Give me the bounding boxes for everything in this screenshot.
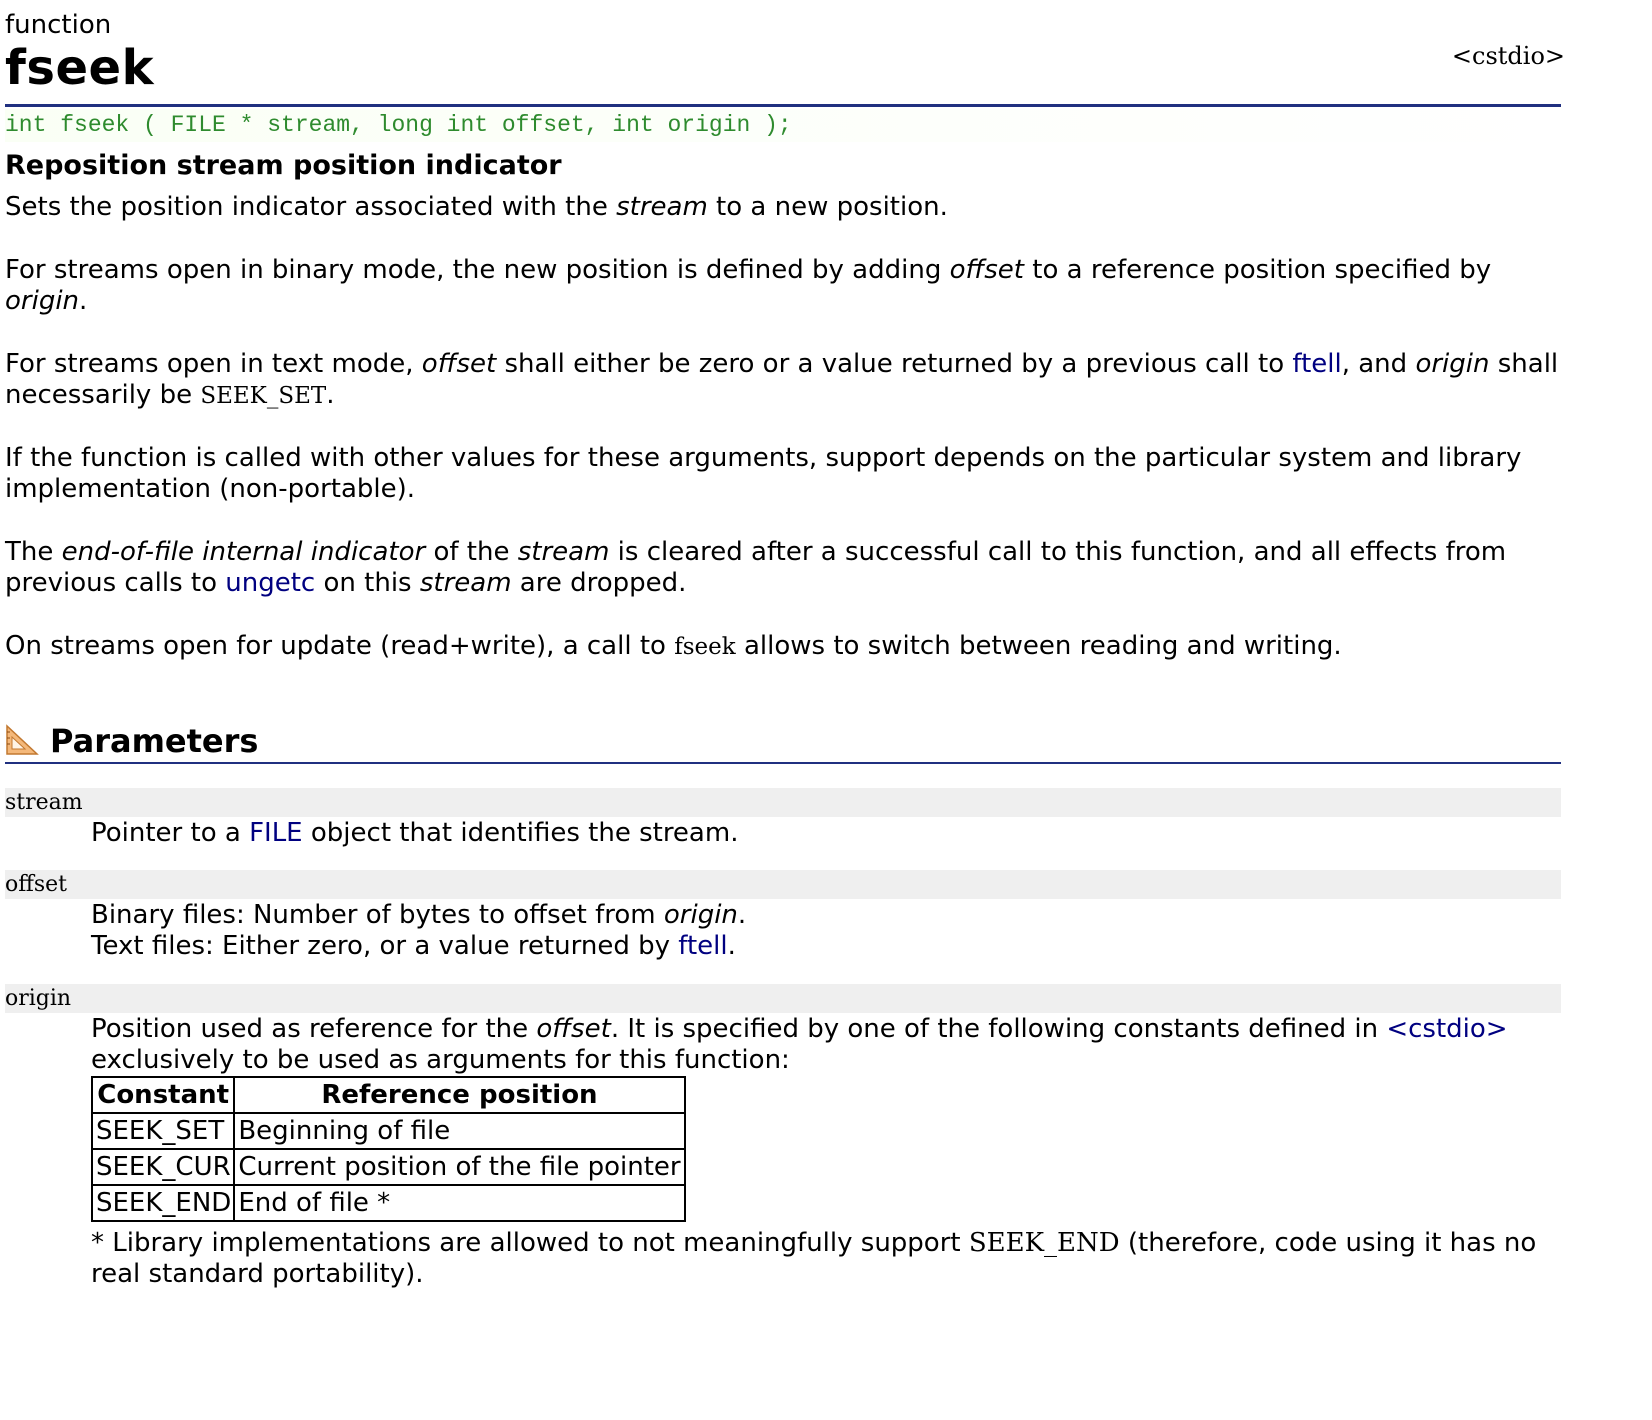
text-run: origin	[663, 900, 738, 930]
table-row	[92, 1185, 685, 1221]
text-run: are dropped.	[511, 568, 687, 598]
page-subtitle: Reposition stream position indicator	[5, 150, 562, 181]
function-prototype: int fseek ( FILE * stream, long int offset, int origin );	[5, 109, 1561, 142]
inline-code: SEEK_END	[968, 1228, 1120, 1258]
file-link[interactable]: FILE	[249, 818, 303, 848]
text-run: shall either be zero or a value returned by a previous call to	[496, 349, 1293, 379]
text-run: .	[727, 931, 736, 961]
param-name-stream: stream	[5, 788, 1561, 817]
text-run: of the	[425, 537, 518, 567]
header-library: <cstdio>	[1451, 42, 1565, 70]
text-run: Binary files: Number of bytes to offset from	[91, 900, 664, 930]
constant-cell: SEEK_CUR	[92, 1149, 234, 1185]
text-run: on this	[315, 568, 420, 598]
origin-constants-table	[91, 1076, 686, 1222]
text-run: exclusively to be used as arguments for this function:	[91, 1045, 790, 1075]
constant-cell: SEEK_SET	[92, 1113, 234, 1149]
text-run: The	[5, 537, 62, 567]
description-paragraph-5	[5, 537, 1561, 599]
text-run: .	[79, 286, 88, 316]
text-run: origin	[1415, 349, 1490, 379]
text-run: , and	[1341, 349, 1416, 379]
text-run: (therefore, code using it has no real standard portability).	[91, 1228, 1537, 1289]
text-run: offset	[421, 349, 497, 379]
text-run: . It is specified by one of the following constants defined in	[610, 1014, 1387, 1044]
text-run: * Library implementations are allowed to not meaningfully support	[91, 1228, 969, 1258]
text-run: to a new position.	[707, 192, 948, 222]
param-desc-offset	[91, 900, 1561, 962]
constant-cell: SEEK_END	[92, 1185, 234, 1221]
set-square-icon	[5, 724, 39, 756]
param-name-origin: origin	[5, 984, 1561, 1013]
reference-cell: End of file *	[234, 1185, 684, 1221]
reference-cell: Current position of the file pointer	[234, 1149, 684, 1185]
text-run: Text files: Either zero, or a value returned by	[91, 931, 679, 961]
text-run: object that identifies the stream.	[302, 818, 739, 848]
param-name-offset: offset	[5, 870, 1561, 899]
param-desc-origin	[91, 1014, 1561, 1076]
page-title: fseek	[5, 40, 154, 96]
description-paragraph-1	[5, 192, 1561, 223]
ftell-link[interactable]: ftell	[678, 931, 728, 961]
text-run: stream	[419, 568, 512, 598]
ftell-link[interactable]: ftell	[1292, 349, 1342, 379]
text-run: end-of-file internal indicator	[61, 537, 426, 567]
text-run: allows to switch between reading and writing.	[735, 631, 1342, 661]
text-run: origin	[5, 286, 80, 316]
text-run: Position used as reference for the	[91, 1014, 537, 1044]
table-header-cell: Reference position	[234, 1077, 684, 1113]
param-desc-stream	[91, 818, 1561, 849]
offset-binary-line	[91, 900, 1561, 931]
cstdio-link[interactable]: <cstdio>	[1386, 1014, 1508, 1044]
seek-end-footnote	[91, 1228, 1561, 1290]
entity-kind: function	[5, 10, 112, 40]
offset-text-line	[91, 931, 1561, 962]
parameters-section-header	[5, 720, 1561, 764]
text-run: offset	[949, 255, 1025, 285]
text-run: to a reference position specified by	[1024, 255, 1492, 285]
text-run: Sets the position indicator associated with the	[5, 192, 617, 222]
text-run: shall necessarily be	[5, 349, 1559, 410]
inline-code: SEEK_SET	[200, 383, 327, 409]
description-paragraph-2	[5, 255, 1561, 317]
text-run: On streams open for update (read+write), a call to	[5, 631, 675, 661]
description-paragraph-6	[5, 631, 1561, 663]
table-row	[92, 1149, 685, 1185]
text-run: For streams open in binary mode, the new position is defined by adding	[5, 255, 950, 285]
text-run: Pointer to a	[91, 818, 250, 848]
text-run: .	[737, 900, 747, 930]
description-paragraph-4: If the function is called with other values for these arguments, support depends on the particular system and library implementation (non-portable).	[5, 443, 1522, 504]
parameters-heading: Parameters	[50, 722, 259, 760]
table-row	[92, 1113, 685, 1149]
table-header-row	[92, 1077, 685, 1113]
ungetc-link[interactable]: ungetc	[225, 568, 316, 598]
table-header-cell: Constant	[92, 1077, 234, 1113]
inline-code: fseek	[674, 634, 736, 660]
text-run: offset	[536, 1014, 611, 1044]
text-run: .	[326, 380, 335, 410]
text-run: For streams open in text mode,	[5, 349, 422, 379]
text-run: stream	[616, 192, 708, 222]
text-run: is cleared after a successful call to this function, and all effects from previous calls to	[5, 537, 1507, 598]
reference-cell: Beginning of file	[234, 1113, 684, 1149]
description-paragraph-3	[5, 349, 1561, 412]
title-divider	[5, 104, 1561, 107]
text-run: stream	[517, 537, 610, 567]
